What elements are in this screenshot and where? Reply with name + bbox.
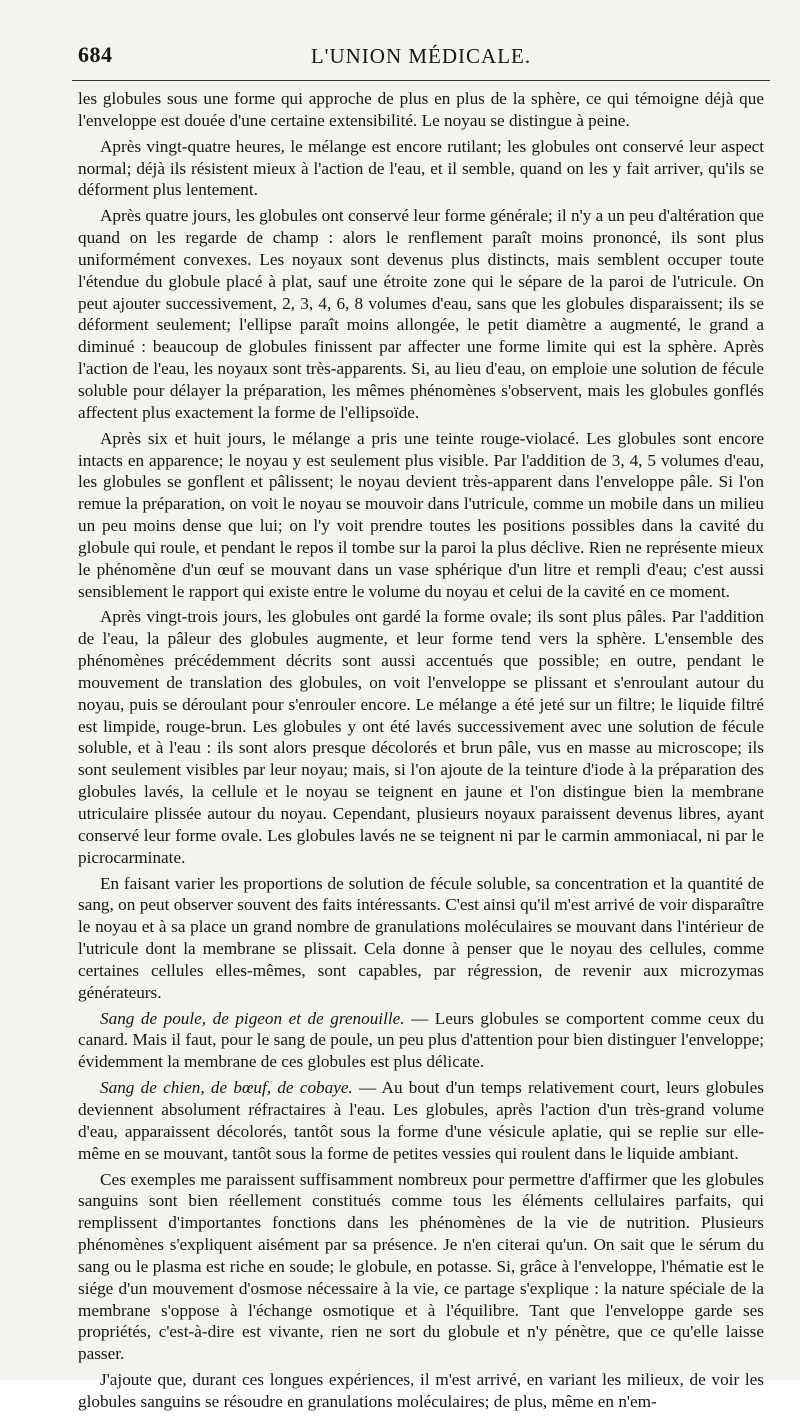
paragraph — [78, 136, 764, 202]
paragraph — [78, 1369, 764, 1413]
paragraph — [78, 873, 764, 1004]
paragraph — [78, 1169, 764, 1366]
running-title: L'UNION MÉDICALE. — [310, 44, 532, 68]
paragraph-text: — Au bout d'un temps relativement court, leurs globules deviennent absolument réfractaires à l'eau. Les globules, après l'action d'un très-grand volume d'eau, apparaissent décolorés, tantôt sous la forme d'une vésicule aplatie, qui se replie sur elle-même en se mouvant, tantôt sous la forme de petites vessies qui roulent dans le liquide ambiant. — [78, 1078, 764, 1163]
paragraph — [78, 88, 764, 132]
paragraph-text: Ces exemples me paraissent suffisamment nombreux pour permettre d'affirmer que les globules sanguins sont bien réellement constitués comme tous les éléments cellulaires parfaits, qui remplissent d'importantes fonctions dans les phénomènes de la vie de nutrition. Plusieurs phénomènes s'expliquent aisément par sa présence. Je n'en citerai qu'un. On sait que le sérum du sang ou le plasma est riche en soude; le globule, en potasse. Si, grâce à l'enveloppe, l'hématie est le siége d'un mouvement d'osmose nécessaire à la vie, ce partage s'explique : la nature spéciale de la membrane s'oppose à l'échange osmotique et à l'équilibre. Tant que l'enveloppe garde ses propriétés, c'est-à-dire est vivante, rien ne sort du globule et n'y pénètre, que ce qu'elle laisse passer. — [78, 1169, 764, 1364]
paragraph — [78, 205, 764, 423]
section-lead: Sang de poule, de pigeon et de grenouille. — [100, 1008, 405, 1028]
paragraph — [78, 428, 764, 603]
paragraph-text: Après vingt-trois jours, les globules ont gardé la forme ovale; ils sont plus pâles. Par l'addition de l'eau, la pâleur des globules augmente, et leur forme tend vers la sphère. L'ensemble des phénomènes précédemment décrits sont aussi accentués que possible; en outre, pendant le mouvement de translation des globules, on voit l'enveloppe se plissant et s'enroulant autour du noyau, puis se déroulant pour s'enrouler encore. Le mélange a été jeté sur un filtre; le liquide filtré est limpide, rouge-brun. Les globules y ont été lavés successivement avec une solution de fécule soluble, et à l'eau : ils sont alors presque décolorés et brun pâle, vus en masse au microscope; ils sont seulement visibles par leur noyau; mais, si l'on ajoute de la teinture d'iode à la préparation des globules lavés, la cellule et le noyau se teignent en jaune et l'on distingue bien la membrane utriculaire plissée autour du noyau. Cependant, plusieurs noyaux paraissent devenus libres, ayant conservé leur forme ovale. Les globules lavés ne se teignent ni par le carmin ammoniacal, ni par le picrocarminate. — [78, 607, 764, 867]
section-lead: Sang de chien, de bœuf, de cobaye. — [100, 1078, 353, 1098]
paragraph — [78, 1008, 764, 1074]
paragraph — [78, 606, 764, 868]
paragraph-text: Après six et huit jours, le mélange a pris une teinte rouge-violacé. Les globules sont encore intacts en apparence; le noyau y est seulement plus visible. Par l'addition de 3, 4, 5 volumes d'eau, les globules se gonflent et pâlissent; le noyau devient très-apparent dans l'enveloppe pâle. Si l'on remue la préparation, on voit le noyau se mouvoir dans l'utricule, comme un mobile dans un milieu un peu moins dense que lui; on l'y voit prendre toutes les positions possibles dans la cavité du globule qui roule, et pendant le repos il tombe sur la paroi la plus déclive. Rien ne représente mieux le phénomène d'un œuf se mouvant dans un vase sphérique d'un litre et rempli d'eau; c'est aussi sensiblement le rapport qui existe entre le volume du noyau et celui de la cavité en ce moment. — [78, 428, 764, 601]
page-header — [72, 40, 770, 81]
paragraph-text: — Leurs globules se comportent comme ceux du canard. Mais il faut, pour le sang de poule, un peu plus d'attention pour bien distinguer l'enveloppe; évidemment la membrane de ces globules est plus délicate. — [78, 1008, 764, 1072]
paragraph-text: Après vingt-quatre heures, le mélange est encore rutilant; les globules ont conservé leur aspect normal; déjà ils résistent mieux à l'action de l'eau, et il semble, quand on les y fait arriver, qu'ils se déforment plus lentement. — [78, 136, 764, 200]
paragraph — [78, 1077, 764, 1164]
paragraph-text: J'ajoute que, durant ces longues expériences, il m'est arrivé, en variant les milieux, de voir les globules sanguins se résoudre en granulations moléculaires; de plus, même en n'em- — [78, 1370, 764, 1411]
paragraph-text: En faisant varier les proportions de solution de fécule soluble, sa concentration et la quantité de sang, on peut observer souvent des faits intéressants. C'est ainsi qu'il m'est arrivé de voir disparaître le noyau et à sa place un grand nombre de granulations moléculaires se mouvant dans l'intérieur de l'utricule dont la membrane se plissait. Cela donne à penser que le noyau des cellules, comme certaines cellules elles-mêmes, sont capables, par régression, de revenir aux microzymas générateurs. — [78, 873, 764, 1002]
paragraph-text: les globules sous une forme qui approche de plus en plus de la sphère, ce qui témoigne déjà que l'enveloppe est douée d'une certaine extensibilité. Le noyau se distingue à peine. — [78, 89, 764, 130]
page-number: 684 — [78, 42, 113, 67]
article-body — [78, 88, 764, 1417]
paragraph-text: Après quatre jours, les globules ont conservé leur forme générale; il n'y a un peu d'altération que quand on les regarde de champ : alors le renflement paraît moins prononcé, ils sont plus uniformément convexes. Les noyaux sont devenus plus distincts, mais semblent occuper toute l'étendue du globule placé à plat, sauf une étroite zone qui le sépare de la paroi de l'utricule. On peut ajouter successivement, 2, 3, 4, 6, 8 volumes d'eau, sans que les globules disparaissent; ils se déforment seulement; l'ellipse paraît moins allongée, le petit diamètre a augmenté, le grand a diminué : beaucoup de globules finissent par affecter une forme limite qui est la sphère. Après l'action de l'eau, les noyaux sont très-apparents. Si, au lieu d'eau, on emploie une solution de fécule soluble pour délayer la préparation, les mêmes phénomènes s'observent, mais les globules gonflés affectent plus exactement la forme de l'ellipsoïde. — [78, 206, 764, 422]
